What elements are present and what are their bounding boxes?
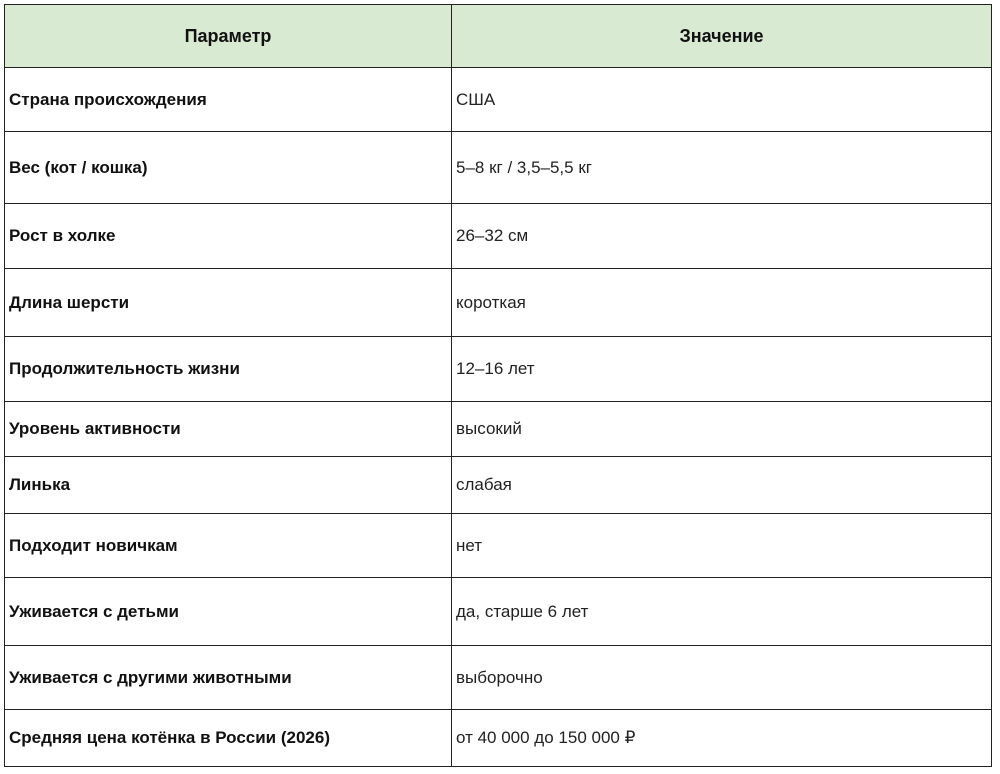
row-value: нет <box>452 514 992 578</box>
table-row <box>5 646 992 710</box>
row-parameter: Уровень активности <box>5 402 452 457</box>
row-value: 26–32 см <box>452 204 992 269</box>
row-parameter: Рост в холке <box>5 204 452 269</box>
table-row <box>5 402 992 457</box>
row-parameter: Длина шерсти <box>5 269 452 337</box>
breed-characteristics-table <box>4 4 992 767</box>
row-parameter: Уживается с другими животными <box>5 646 452 710</box>
row-parameter: Вес (кот / кошка) <box>5 132 452 204</box>
table-row <box>5 457 992 514</box>
row-parameter: Линька <box>5 457 452 514</box>
table-row <box>5 710 992 767</box>
row-parameter: Продолжительность жизни <box>5 337 452 402</box>
row-value: США <box>452 68 992 132</box>
header-value: Значение <box>452 5 992 68</box>
row-value: короткая <box>452 269 992 337</box>
table-row <box>5 132 992 204</box>
table-header-row <box>5 5 992 68</box>
row-value: 5–8 кг / 3,5–5,5 кг <box>452 132 992 204</box>
row-parameter: Страна происхождения <box>5 68 452 132</box>
table-row <box>5 514 992 578</box>
header-parameter: Параметр <box>5 5 452 68</box>
row-parameter: Уживается с детьми <box>5 578 452 646</box>
table-row <box>5 68 992 132</box>
row-value: выборочно <box>452 646 992 710</box>
table-row <box>5 204 992 269</box>
row-value: высокий <box>452 402 992 457</box>
row-value: от 40 000 до 150 000 ₽ <box>452 710 992 767</box>
table-row <box>5 578 992 646</box>
row-parameter: Средняя цена котёнка в России (2026) <box>5 710 452 767</box>
breed-characteristics-table-container <box>4 4 991 767</box>
row-value: 12–16 лет <box>452 337 992 402</box>
table-row <box>5 269 992 337</box>
row-value: слабая <box>452 457 992 514</box>
row-value: да, старше 6 лет <box>452 578 992 646</box>
row-parameter: Подходит новичкам <box>5 514 452 578</box>
table-row <box>5 337 992 402</box>
